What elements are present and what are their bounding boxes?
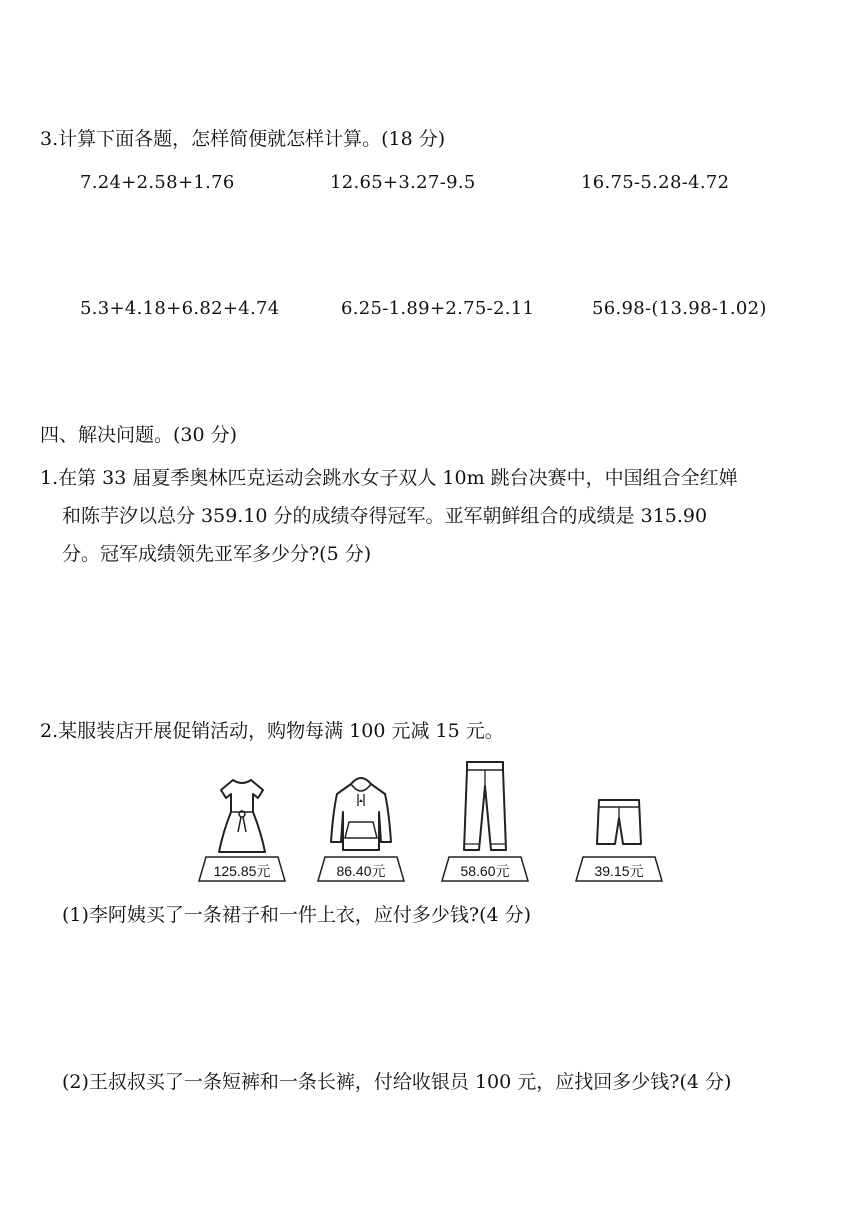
question-2-sub2: (2)王叔叔买了一条短裤和一条长裤，付给收银员 100 元，应找回多少钱?(4 分) [62, 1071, 732, 1093]
section3-title: 3.计算下面各题，怎样简便就怎样计算。(18 分) [40, 128, 446, 150]
part4-title: 四、解决问题。(30 分) [40, 424, 238, 446]
clothing-item-hoodie [306, 762, 416, 882]
question-2-intro: 2.某服装店开展促销活动，购物每满 100 元减 15 元。 [40, 720, 504, 742]
pants-icon [461, 758, 509, 856]
price-label: 58.60元 [460, 863, 510, 879]
question-1 [40, 459, 820, 573]
dress-icon [217, 776, 267, 858]
expression: 5.3+4.18+6.82+4.74 [80, 298, 280, 319]
price-label: 86.40元 [336, 863, 386, 879]
clothing-item-pants [430, 762, 540, 882]
expression: 56.98-(13.98-1.02) [592, 298, 767, 319]
expression: 6.25-1.89+2.75-2.11 [341, 298, 535, 319]
price-label: 39.15元 [594, 863, 644, 879]
expression: 12.65+3.27-9.5 [330, 172, 476, 193]
price-tag [575, 856, 663, 882]
price-tag [317, 856, 405, 882]
question-1-line: 和陈芋汐以总分 359.10 分的成绩夺得冠军。亚军朝鲜组合的成绩是 315.90 [62, 505, 708, 527]
clothing-item-dress [187, 762, 297, 882]
question-1-line: 分。冠军成绩领先亚军多少分?(5 分) [62, 543, 372, 565]
question-2-sub1: (1)李阿姨买了一条裙子和一件上衣，应付多少钱?(4 分) [62, 904, 532, 926]
price-tag [441, 856, 529, 882]
hoodie-icon [329, 772, 393, 858]
clothing-item-shorts [564, 762, 674, 882]
price-label: 125.85元 [213, 863, 271, 879]
expression: 16.75-5.28-4.72 [581, 172, 730, 193]
price-tag [198, 856, 286, 882]
question-1-line: 1.在第 33 届夏季奥林匹克运动会跳水女子双人 10m 跳台决赛中，中国组合全红婵 [40, 467, 738, 489]
expression: 7.24+2.58+1.76 [80, 172, 235, 193]
shorts-icon [594, 796, 644, 850]
